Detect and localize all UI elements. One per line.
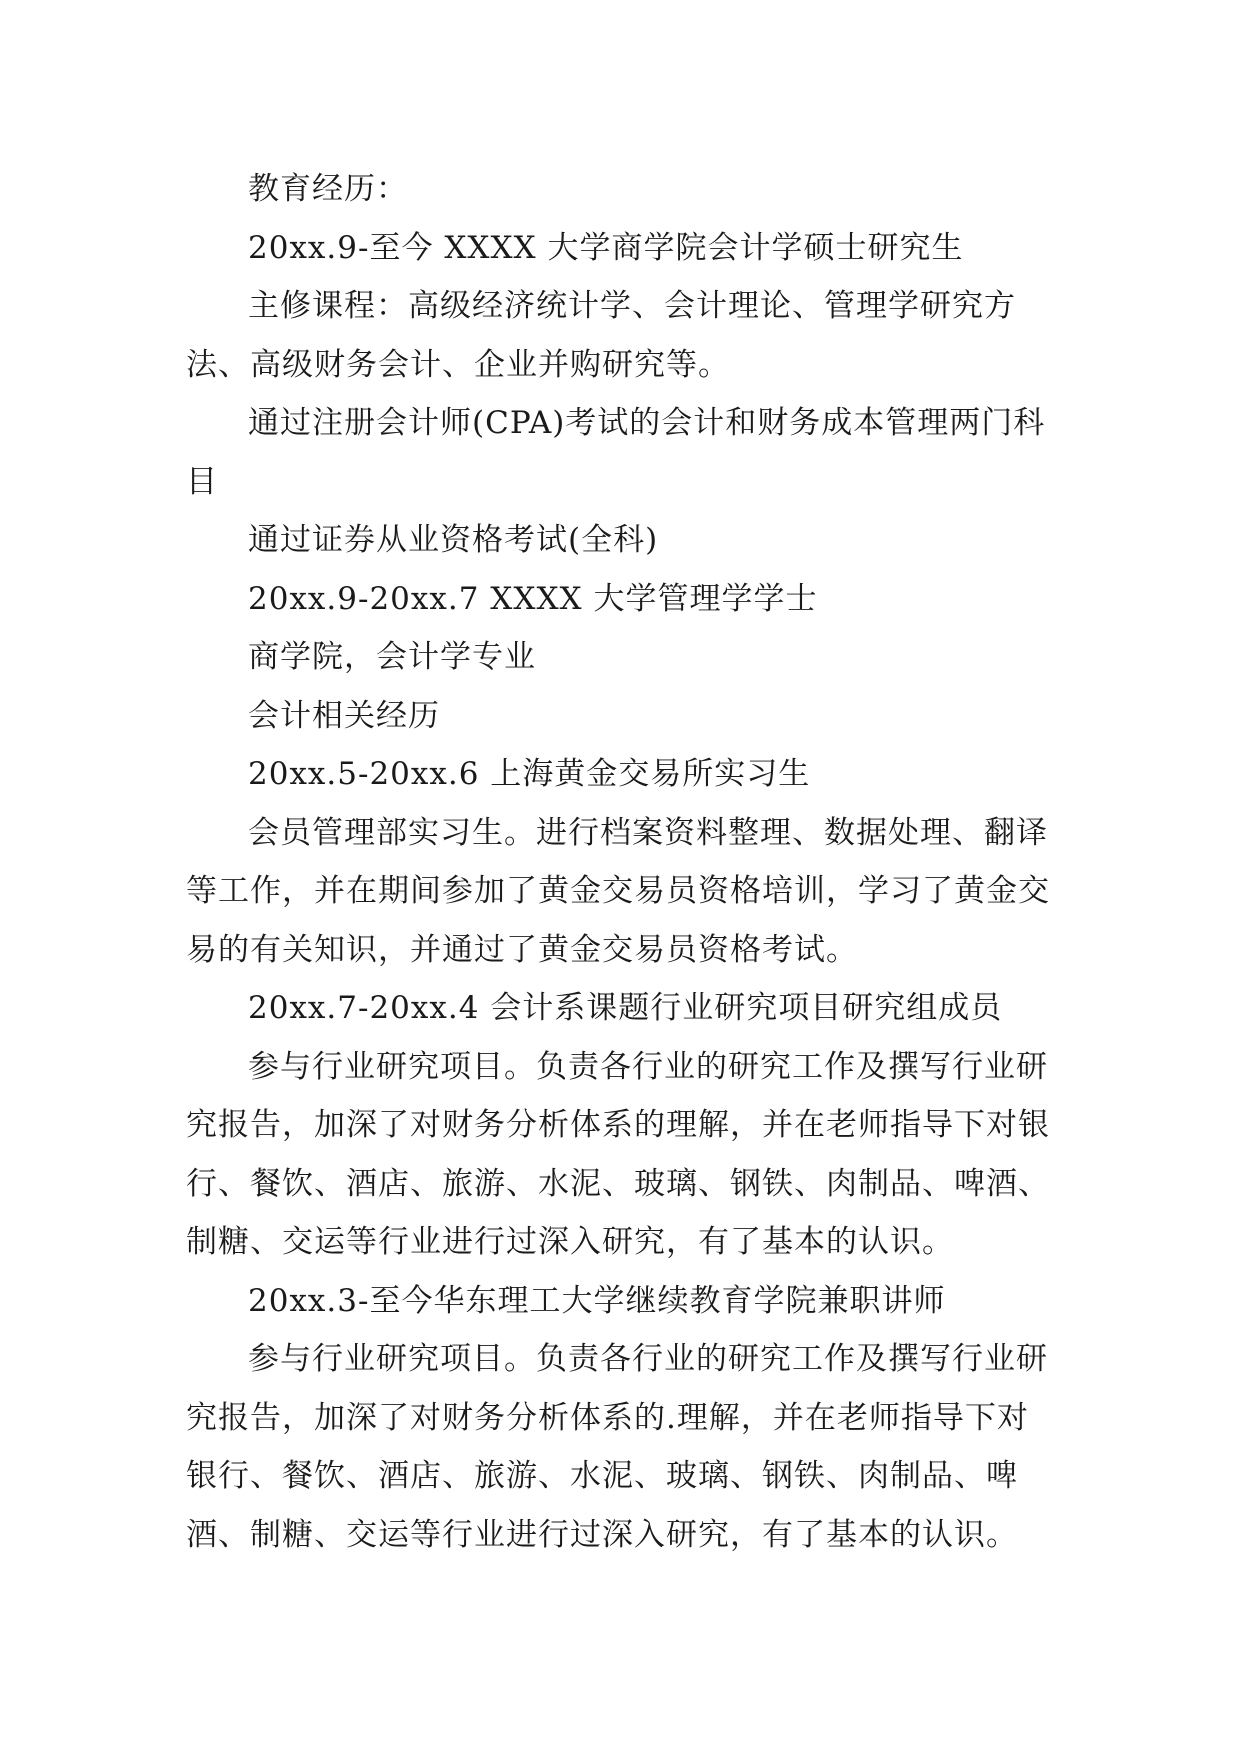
bachelor-major: 商学院，会计学专业 <box>248 639 536 675</box>
education-entry-masters: 20xx.9-至今 XXXX 大学商学院会计学硕士研究生 <box>248 229 964 266</box>
securities-exam-note: 通过证券从业资格考试(全科) <box>248 522 659 558</box>
experience-description-research-project: 参与行业研究项目。负责各行业的研究工作及撰写行业研究报告，加深了对财务分析体系的理解，并在老师指导下对银行、餐饮、酒店、旅游、水泥、玻璃、钢铁、肉制品、啤酒、制糖、交运等行业进行过深入研究，有了基本的认识。 <box>186 1048 1050 1260</box>
experience-description-lecturer: 参与行业研究项目。负责各行业的研究工作及撰写行业研究报告，加深了对财务分析体系的.理解，并在老师指导下对银行、餐饮、酒店、旅游、水泥、玻璃、钢铁、肉制品、啤酒、制糖、交运等行业进行过深入研究，有了基本的认识。 <box>186 1341 1048 1553</box>
experience-entry-research-project: 20xx.7-20xx.4 会计系课题行业研究项目研究组成员 <box>248 990 1003 1026</box>
document-body <box>186 160 1056 1564</box>
section-heading-experience: 会计相关经历 <box>248 697 440 734</box>
section-heading-education: 教育经历： <box>248 171 408 207</box>
experience-entry-gold-exchange: 20xx.5-20xx.6 上海黄金交易所实习生 <box>248 756 811 792</box>
experience-description-gold-exchange: 会员管理部实习生。进行档案资料整理、数据处理、翻译等工作，并在期间参加了黄金交易员资格培训，学习了黄金交易的有关知识，并通过了黄金交易员资格考试。 <box>186 814 1050 968</box>
main-courses: 主修课程：高级经济统计学、会计理论、管理学研究方法、高级财务会计、企业并购研究等。 <box>186 288 1016 383</box>
cpa-exam-note: 通过注册会计师(CPA)考试的会计和财务成本管理两门科目 <box>186 405 1046 500</box>
experience-entry-lecturer: 20xx.3-至今华东理工大学继续教育学院兼职讲师 <box>248 1282 946 1319</box>
education-entry-bachelor: 20xx.9-20xx.7 XXXX 大学管理学学士 <box>248 580 818 617</box>
